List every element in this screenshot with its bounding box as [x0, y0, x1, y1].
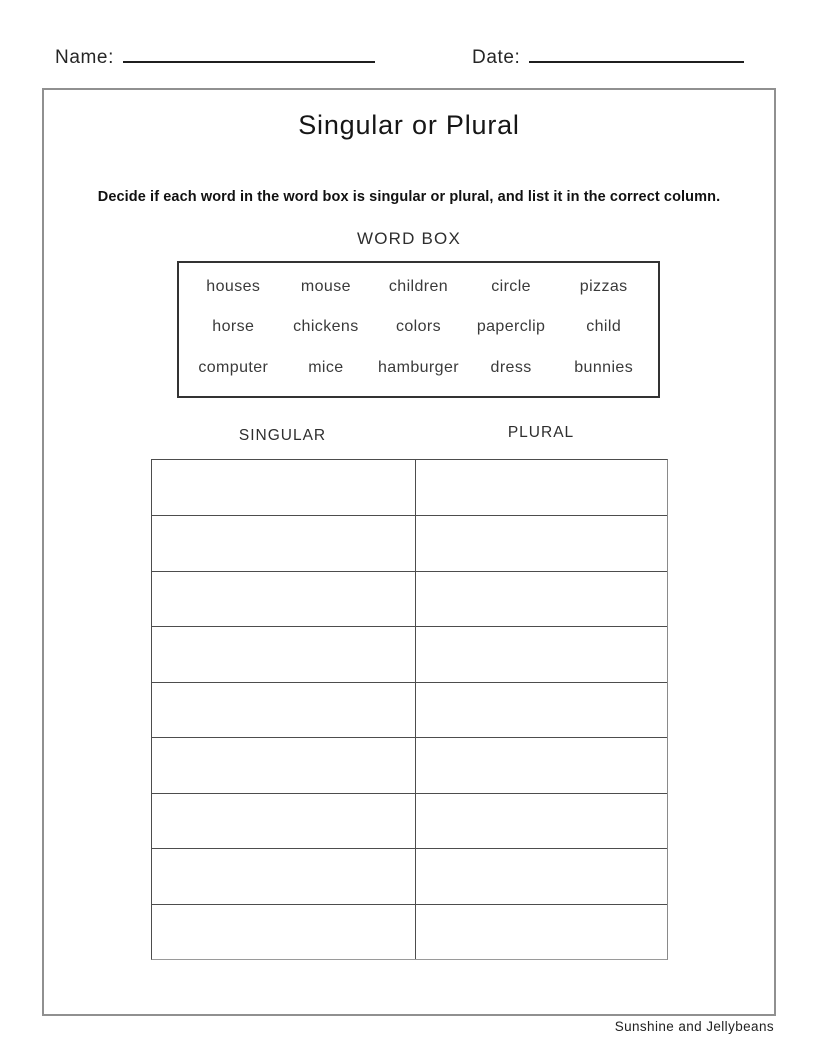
plural-answer-cell [415, 738, 667, 792]
plural-answer-cell [415, 516, 667, 570]
plural-answer-cell [415, 905, 667, 959]
worksheet-border-box [42, 88, 776, 1016]
singular-answer-cell [152, 460, 415, 515]
singular-answer-cell [152, 794, 415, 848]
word-box-word: chickens [293, 318, 359, 336]
table-row [152, 904, 667, 959]
name-blank-line [123, 44, 375, 63]
word-box-word: pizzas [579, 278, 628, 296]
singular-answer-cell [152, 849, 415, 903]
word-box-word: colors [395, 318, 442, 336]
word-box-word: houses [206, 278, 261, 296]
word-box-word: bunnies [574, 358, 634, 376]
singular-answer-cell [152, 905, 415, 959]
plural-answer-cell [415, 683, 667, 737]
instruction-text: Decide if each word in the word box is singular or plural, and list it in the correct column. [97, 189, 721, 205]
word-box-word: horse [212, 318, 255, 336]
singular-answer-cell [152, 627, 415, 681]
name-date-header [0, 44, 816, 76]
plural-answer-cell [415, 849, 667, 903]
name-field [55, 44, 375, 69]
word-box [177, 261, 660, 398]
word-box-label: WORD BOX [356, 229, 462, 248]
plural-answer-cell [415, 627, 667, 681]
table-row [152, 571, 667, 626]
plural-answer-cell [415, 572, 667, 626]
word-box-word: hamburger [378, 358, 459, 376]
plural-answer-cell [415, 460, 667, 515]
word-box-word: circle [491, 278, 531, 296]
plural-column-header: PLURAL [507, 424, 575, 441]
footer-credit: Sunshine and Jellybeans [614, 1019, 774, 1034]
singular-answer-cell [152, 683, 415, 737]
table-row [152, 682, 667, 737]
word-box-word: dress [490, 358, 532, 376]
word-box-word: children [388, 278, 449, 296]
table-row [152, 626, 667, 681]
word-box-word: computer [198, 358, 269, 376]
table-row [152, 460, 667, 515]
page-title: Singular or Plural [298, 110, 520, 140]
date-blank-line [529, 44, 744, 63]
name-label: Name: [55, 47, 114, 68]
word-box-word: child [586, 318, 622, 336]
singular-column-header: SINGULAR [238, 427, 327, 444]
word-box-word: mice [308, 358, 344, 376]
singular-answer-cell [152, 738, 415, 792]
date-field [472, 44, 744, 69]
table-row [152, 848, 667, 903]
word-box-word: mouse [300, 278, 351, 296]
table-row [152, 793, 667, 848]
word-box-word: paperclip [476, 318, 546, 336]
date-label: Date: [472, 47, 521, 68]
answer-table [151, 459, 668, 960]
singular-answer-cell [152, 572, 415, 626]
table-row [152, 737, 667, 792]
table-row [152, 515, 667, 570]
singular-answer-cell [152, 516, 415, 570]
plural-answer-cell [415, 794, 667, 848]
